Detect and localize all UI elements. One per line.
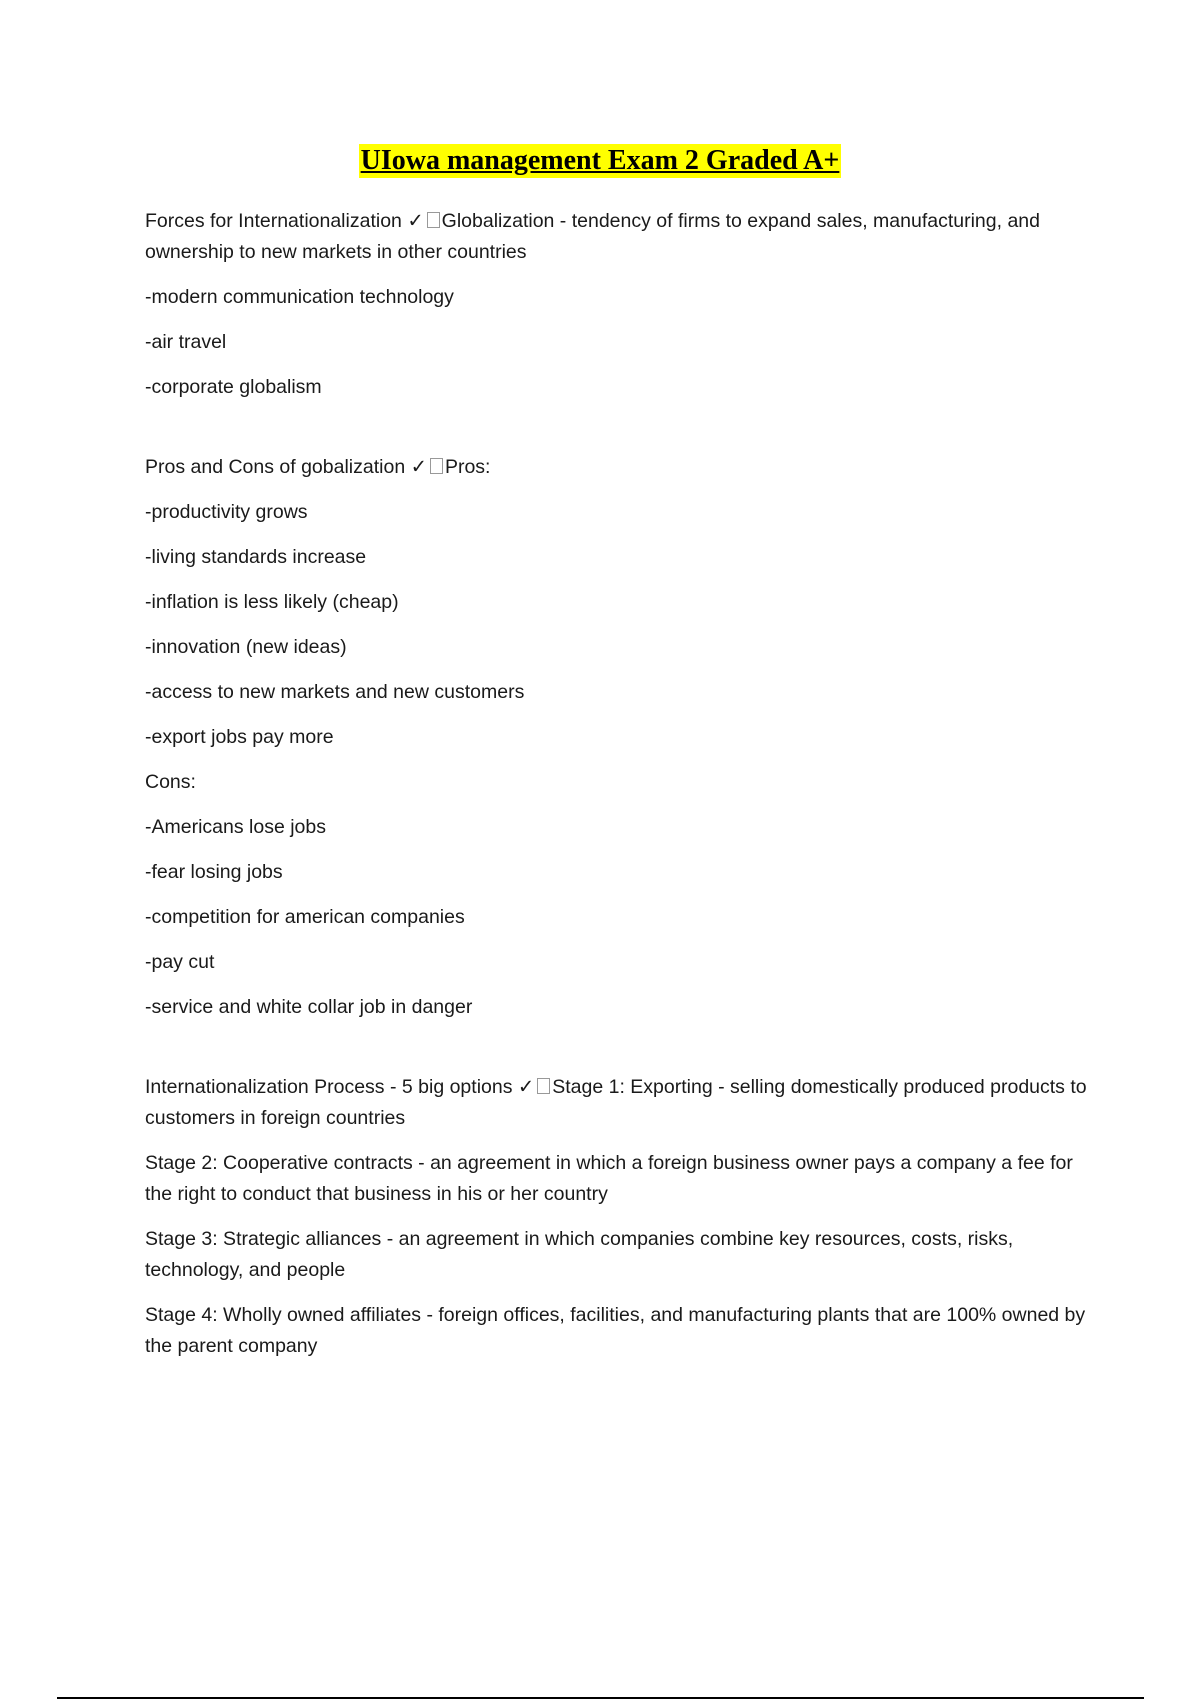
forces-answer: Globalization - tendency of firms to expand sales, manufacturing, and ownership to new markets in other countries: [145, 210, 1040, 263]
empty-box-icon: [537, 1078, 550, 1094]
process-question: Internationalization Process - 5 big options: [145, 1076, 513, 1098]
list-item: -modern communication technology: [145, 286, 454, 308]
empty-box-icon: [430, 458, 443, 474]
pros-cons-question-paragraph: [145, 451, 1095, 483]
list-item: -fear losing jobs: [145, 861, 283, 883]
forces-question: Forces for Internationalization: [145, 210, 402, 232]
cons-label: Cons:: [145, 771, 196, 793]
list-item: -service and white collar job in danger: [145, 996, 473, 1018]
list-item: -innovation (new ideas): [145, 636, 347, 658]
list-item: Stage 3: Strategic alliances - an agreement in which companies combine key resources, costs, risks, technology, and people: [145, 1228, 1014, 1281]
list-item: Stage 2: Cooperative contracts - an agreement in which a foreign business owner pays a company a fee for the right to conduct that business in his or her country: [145, 1152, 1073, 1205]
pros-label: Pros:: [444, 456, 491, 478]
list-item: -access to new markets and new customers: [145, 681, 525, 703]
list-item: -corporate globalism: [145, 376, 322, 398]
process-question-paragraph: [145, 1071, 1095, 1134]
footer-divider: [57, 1697, 1144, 1699]
forces-question-paragraph: [145, 205, 1095, 268]
section-spacer: [145, 417, 1095, 451]
list-item: -pay cut: [145, 951, 215, 973]
list-item: -inflation is less likely (cheap): [145, 591, 399, 613]
checkmark-icon: ✓: [410, 455, 427, 478]
list-item: Stage 4: Wholly owned affiliates - foreign offices, facilities, and manufacturing plants that are 100% owned by the parent company: [145, 1304, 1086, 1357]
checkmark-icon: ✓: [407, 209, 424, 232]
document-body: [145, 205, 1095, 1376]
document-title: UIowa management Exam 2 Graded A+: [360, 145, 840, 176]
list-item: -living standards increase: [145, 546, 367, 568]
title-container: [0, 144, 1200, 178]
list-item: -air travel: [145, 331, 227, 353]
process-answer: Stage 1: Exporting - selling domestically produced products to customers in foreign countries: [145, 1076, 1087, 1129]
checkmark-icon: ✓: [517, 1075, 535, 1098]
section-spacer: [145, 1037, 1095, 1071]
list-item: -productivity grows: [145, 501, 308, 523]
pros-cons-question: Pros and Cons of gobalization: [145, 456, 406, 478]
list-item: -competition for american companies: [145, 906, 465, 928]
list-item: -export jobs pay more: [145, 726, 334, 748]
list-item: -Americans lose jobs: [145, 816, 326, 838]
empty-box-icon: [427, 212, 440, 228]
